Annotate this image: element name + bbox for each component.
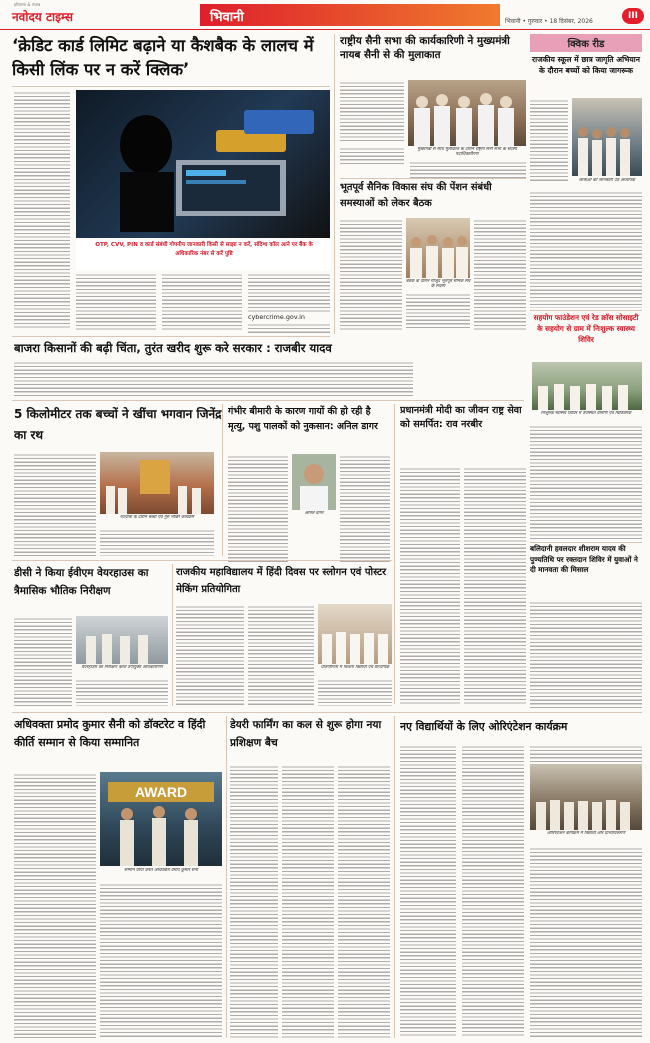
credit-card-text-col3 bbox=[162, 272, 242, 330]
jinendra-headline: 5 किलोमीटर तक बच्चों ने खींचा भगवान जिनेंद्र का रथ bbox=[14, 407, 222, 442]
dairy-text-col2 bbox=[282, 764, 334, 1038]
jinendra-photo bbox=[100, 452, 214, 514]
award-photo bbox=[100, 772, 222, 866]
orientation-caption: ओरिएंटेशन कार्यक्रम में विद्यार्थी और प्राध्यापकगण bbox=[546, 831, 626, 836]
dairy-headline: डेयरी फार्मिंग का कल से शुरू होगा नया प्रशिक्षण बैच bbox=[230, 719, 382, 749]
bajra-text bbox=[14, 360, 413, 396]
rule bbox=[12, 400, 524, 401]
rule bbox=[172, 564, 173, 706]
orientation-photo bbox=[530, 764, 642, 830]
kwik-read-tag bbox=[530, 34, 642, 52]
hacker-illustration bbox=[76, 90, 330, 238]
page-title: भिवानी bbox=[210, 10, 244, 25]
rule bbox=[12, 336, 330, 337]
dagar-portrait bbox=[292, 454, 336, 510]
shriram-text bbox=[530, 600, 642, 708]
credit-card-text-col4b bbox=[248, 322, 330, 334]
award-text-col2 bbox=[100, 882, 222, 1038]
dagar-text-col2 bbox=[340, 454, 390, 564]
rule bbox=[394, 404, 395, 704]
masthead bbox=[0, 0, 650, 30]
hindi-diwas-text-col3 bbox=[318, 678, 392, 706]
dagar-photo bbox=[292, 454, 336, 510]
veterans-text-col2 bbox=[406, 292, 470, 330]
orientation-hall-figures bbox=[530, 764, 642, 830]
hindi-diwas-caption: प्रतियोगिता में विजेता विद्यार्थी एवं प्राध्यापक bbox=[320, 665, 390, 670]
credit-card-text-col1 bbox=[14, 90, 70, 330]
orientation-headline: नए विद्यार्थियों के लिए ओरिएंटेशन कार्यक्रम bbox=[400, 720, 568, 733]
hindi-diwas-text-col1 bbox=[176, 604, 244, 706]
rule bbox=[394, 716, 395, 1038]
orientation-text-col2 bbox=[462, 744, 524, 1038]
left-small-text: हरियाणा & पंजाब bbox=[14, 2, 41, 7]
award-stage-figures bbox=[100, 772, 222, 866]
dairy-text-col3 bbox=[338, 764, 390, 1038]
kwik-read-label: क्विक रीड bbox=[567, 39, 605, 50]
saini-headline: राष्ट्रीय सैनी सभा की कार्यकारिणी ने मुख्यमंत्री नायब सैनी से की मुलाकात bbox=[340, 35, 510, 61]
modi-text-col1 bbox=[400, 466, 460, 706]
rule bbox=[222, 404, 223, 556]
sahyog-text bbox=[530, 424, 642, 540]
kwik-read-headline: राजकीय स्कूल में छात्र जागृति अभियान के दौरान बच्चों को किया जागरूक bbox=[532, 55, 640, 75]
modi-headline: प्रधानमंत्री मोदी का जीवन राष्ट्र सेवा को समर्पित: राव नरबीर bbox=[400, 405, 522, 430]
dairy-text-col1 bbox=[230, 764, 278, 1038]
award-text-col1 bbox=[14, 772, 96, 1038]
dc-evm-text-col2 bbox=[76, 678, 168, 706]
rule bbox=[226, 716, 227, 1038]
cybercrime-link[interactable]: cybercrime.gov.in bbox=[248, 313, 305, 321]
saini-caption: मुख्यमंत्री से साथ मुलाकात के दौरान राष्ट्रीय सैनी सभा के सदस्य पदाधिकारीगण bbox=[417, 147, 517, 158]
veterans-text-col3 bbox=[474, 218, 526, 330]
hindi-diwas-figures bbox=[318, 604, 392, 664]
award-poster-text: AWARD bbox=[134, 784, 188, 800]
jinendra-text-col2 bbox=[100, 528, 214, 556]
veterans-headline: भूतपूर्व सैनिक विकास संघ की पेंशन संबंधी समस्याओं को लेकर बैठक bbox=[340, 182, 492, 209]
dagar-caption: अनिल डागर bbox=[304, 511, 324, 516]
kwik-photo bbox=[572, 98, 642, 176]
jinendra-text-col1 bbox=[14, 452, 96, 556]
credit-card-banner bbox=[76, 240, 330, 270]
saini-text-col1 bbox=[340, 80, 404, 142]
jinendra-caption: रथयात्रा के दौरान बच्चों एवं गुरु भक्ति कार्यक्रम bbox=[119, 515, 194, 520]
sahyog-caption: निःशुल्क स्वास्थ्य शिविर में उपस्थित ग्रामीण एवं चिकित्सक bbox=[540, 411, 632, 416]
dagar-text-col1 bbox=[228, 454, 288, 564]
award-caption: सम्मान प्राप्त करते अधिवक्ता प्रमोद कुमार सैनी bbox=[124, 868, 198, 873]
rule bbox=[12, 712, 642, 713]
saini-photo bbox=[408, 80, 526, 146]
sahyog-headline: सहयोग फाउंडेशन एवं रेड क्रॉस सोसाइटी के सहयोग से ग्राम में निःशुल्क स्वास्थ्य शिविर bbox=[533, 313, 639, 344]
saini-group-figures bbox=[408, 80, 526, 146]
credit-card-headline: ‘क्रेडिट कार्ड लिमिट बढ़ाने या कैशबैक के लालच में किसी लिंक पर न करें क्लिक’ bbox=[12, 36, 314, 79]
jinendra-procession-figures bbox=[100, 452, 214, 514]
saini-text-col3 bbox=[410, 160, 526, 178]
credit-card-text-col2 bbox=[76, 272, 156, 330]
orientation-text-col3a bbox=[530, 744, 642, 762]
saini-text-col2 bbox=[340, 146, 404, 166]
sahyog-group-figures bbox=[532, 362, 642, 410]
rule bbox=[530, 310, 642, 311]
rule bbox=[340, 178, 526, 179]
hindi-diwas-photo bbox=[318, 604, 392, 664]
award-headline: अधिवक्ता प्रमोद कुमार सैनी को डॉक्टरेट व हिंदी कीर्ति सम्मान से किया सम्मानित bbox=[14, 718, 206, 749]
kwik-text-col1 bbox=[530, 98, 568, 182]
left-brand: नवोदय टाइम्स bbox=[12, 10, 74, 24]
dagar-headline: गंभीर बीमारी के कारण गायों की हो रही है मृत्यु, पशु पालकों को नुकसान: अनिल डागर bbox=[228, 406, 378, 432]
dc-evm-text-col1 bbox=[14, 616, 72, 706]
rule bbox=[334, 34, 335, 334]
rule bbox=[530, 542, 642, 543]
orientation-text-col1 bbox=[400, 744, 456, 1038]
masthead-center-block bbox=[200, 4, 500, 26]
modi-text-col2 bbox=[464, 466, 526, 706]
veterans-caption: बैठक के दौरान मौजूद भूतपूर्व सैनिक संघ के सदस्य bbox=[405, 279, 471, 289]
dc-evm-caption: वेयरहाउस का निरीक्षण करते उपायुक्त अधिकारीगण bbox=[81, 665, 163, 670]
kwik-students-figures bbox=[572, 98, 642, 176]
dc-evm-headline: डीसी ने किया ईवीएम वेयरहाउस का त्रैमासिक भौतिक निरीक्षण bbox=[14, 567, 149, 597]
date-line: भिवानी • गुरुवार • 18 दिसंबर, 2026 bbox=[505, 18, 593, 25]
kwik-text-col2 bbox=[530, 190, 642, 308]
masthead-divider bbox=[0, 29, 650, 30]
veterans-group-figures bbox=[406, 218, 470, 278]
kwik-caption: छात्राओं को जानकारी देते अध्यापक bbox=[578, 178, 636, 183]
credit-card-banner-text: OTP, CVV, PIN व कार्ड संबंधी गोपनीय जानकारी किसी से साझा न करें, संदिग्ध कॉल आने पर बैंक के अधिकारिक नंबर से करें पुष्टि bbox=[95, 242, 313, 257]
dc-evm-figures bbox=[76, 616, 168, 664]
credit-card-text-col4 bbox=[248, 272, 330, 312]
shriram-headline: बलिदानी हवलदार शीशराम यादव की पुण्यतिथि पर रक्तदान शिविर में युवाओं ने दी मानवता की मिसाल bbox=[530, 544, 638, 574]
sahyog-photo bbox=[532, 362, 642, 410]
dc-evm-photo bbox=[76, 616, 168, 664]
veterans-photo bbox=[406, 218, 470, 278]
page-number: III bbox=[622, 8, 644, 24]
hindi-diwas-text-col2 bbox=[248, 604, 314, 706]
hindi-diwas-headline: राजकीय महाविद्यालय में हिंदी दिवस पर स्लोगन एवं पोस्टर मेकिंग प्रतियोगिता bbox=[176, 567, 387, 595]
rule bbox=[12, 560, 392, 561]
bajra-headline: बाजरा किसानों की बढ़ी चिंता, तुरंत खरीद शुरू करे सरकार : राजबीर यादव bbox=[14, 341, 332, 355]
veterans-text-col1 bbox=[340, 218, 402, 330]
orientation-text-col3b bbox=[530, 846, 642, 1038]
masthead-left-logo bbox=[8, 2, 108, 28]
rule bbox=[12, 86, 330, 87]
credit-card-photo bbox=[76, 90, 330, 238]
